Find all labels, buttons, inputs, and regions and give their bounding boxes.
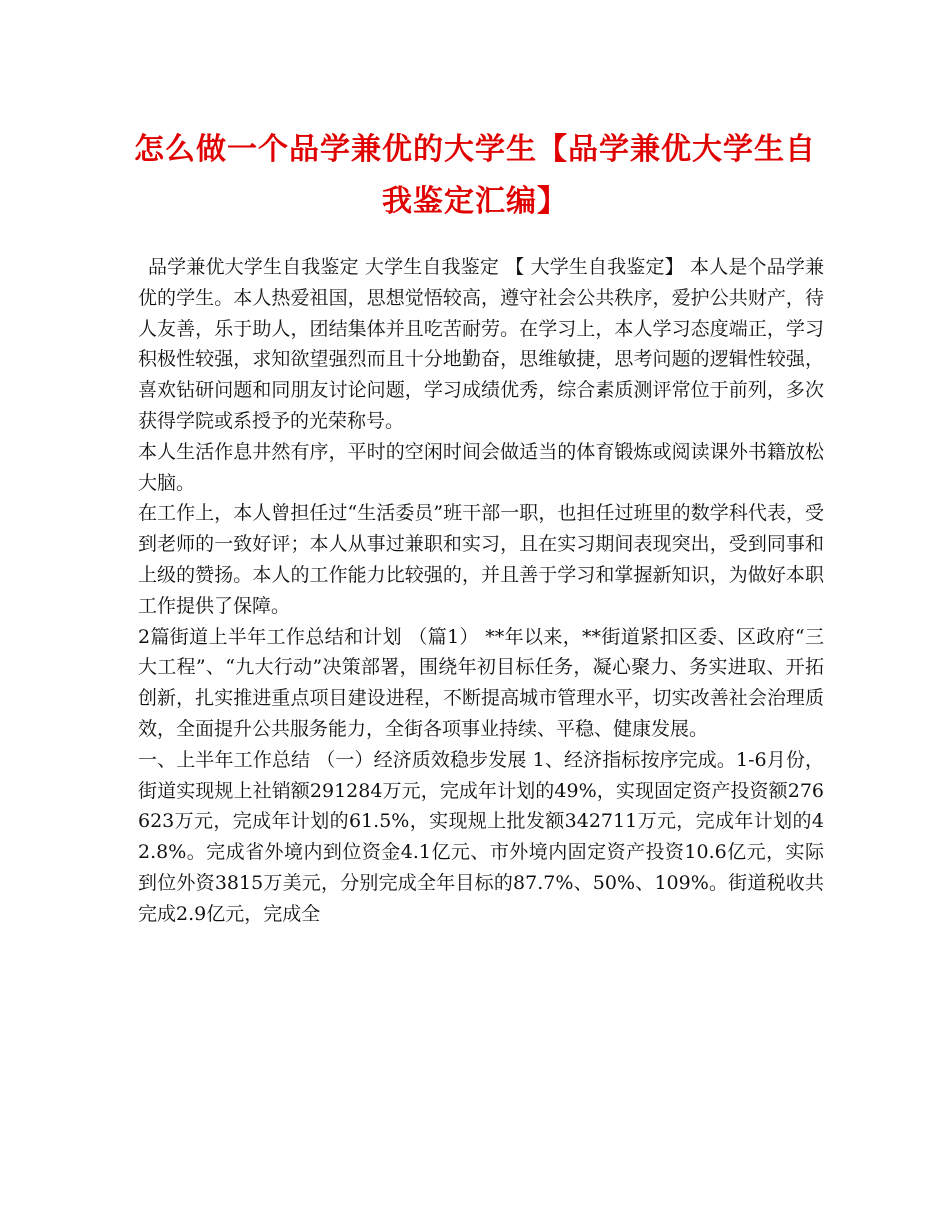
document-title: 怎么做一个品学兼优的大学生【品学兼优大学生自我鉴定汇编】: [134, 132, 816, 219]
paragraph-work: 在工作上，本人曾担任过“生活委员”班干部一职，也担任过班里的数学科代表，受到老师的一致好评；本人从事过兼职和实习，且在实习期间表现突出，受到同事和上级的赞扬。本人的工作能力比较强的，并且善于学习和掌握新知识，为做好本职工作提供了保障。: [138, 502, 824, 617]
paragraph-self-evaluation: 品学兼优大学生自我鉴定 大学生自我鉴定 【 大学生自我鉴定】 本人是个品学兼优的学生。本人热爱祖国，思想觉悟较高，遵守社会公共秩序，爱护公共财产，待人友善，乐于助人，团结集体并且吃苦耐劳。在学习上，本人学习态度端正，学习积极性较强，求知欲望强烈而且十分地勤奋，思维敏捷，思考问题的逻辑性较强，喜欢钻研问题和同朋友讨论问题，学习成绩优秀，综合素质测评常位于前列，多次获得学院或系授予的光荣称号。: [138, 256, 824, 432]
paragraph-daily-life: 本人生活作息井然有序，平时的空闲时间会做适当的体育锻炼或阅读课外书籍放松大脑。: [138, 440, 824, 494]
paragraph-street-summary-intro: 2篇街道上半年工作总结和计划 （篇1） **年以来，**街道紧扣区委、区政府“三大工程”、“九大行动”决策部署，围绕年初目标任务，凝心聚力、务实进取、开拓创新，扎实推进重点项目建设进程，不断提高城市管理水平，切实改善社会治理质效，全面提升公共服务能力，全街各项事业持续、平稳、健康发展。: [138, 625, 824, 740]
paragraph-economic-indicators: 一、上半年工作总结 （一）经济质效稳步发展 1、经济指标按序完成。1-6月份，街道实现规上社销额291284万元，完成年计划的49%，实现固定资产投资额276623万元，完成年计划的61.5%，实现规上批发额342711万元，完成年计划的42.8%。完成省外境内到位资金4.1亿元、市外境内固定资产投资10.6亿元，实际到位外资3815万美元，分别完成全年目标的87.7%、50%、109%。街道税收共完成2.9亿元，完成全: [138, 748, 824, 925]
document-body: [138, 252, 824, 930]
